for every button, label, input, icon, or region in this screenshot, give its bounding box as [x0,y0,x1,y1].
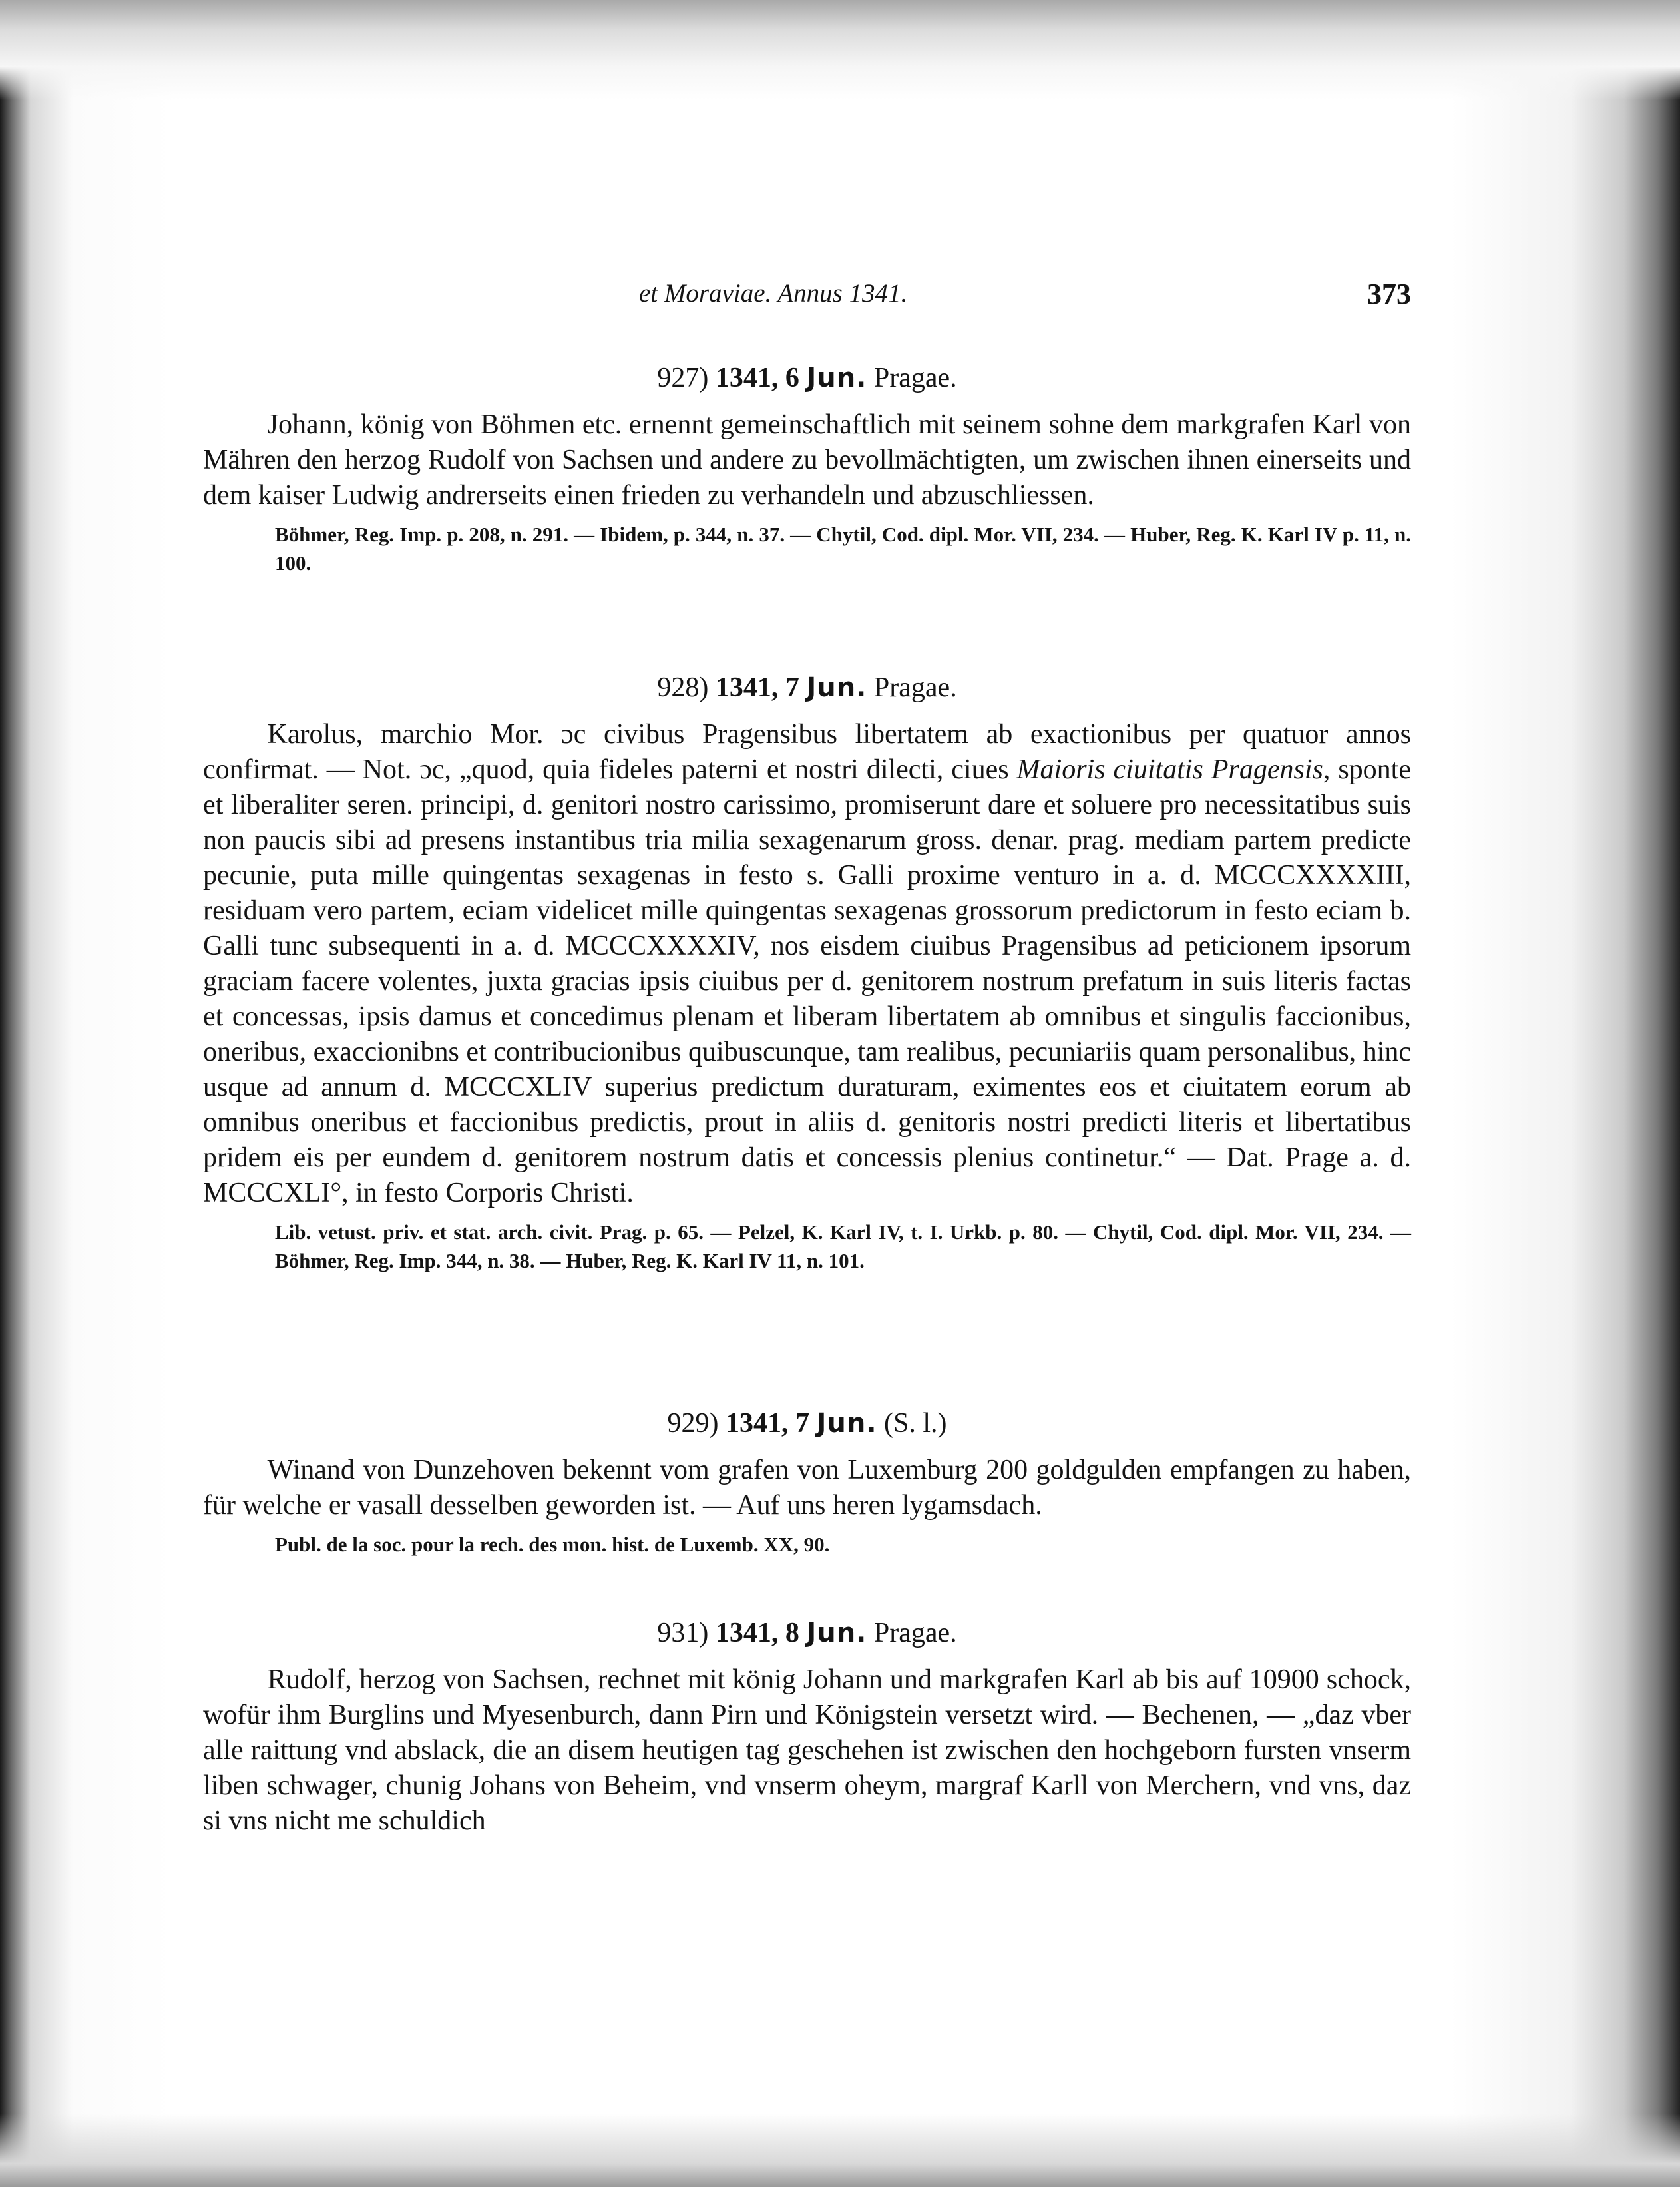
entry-927 [203,360,1411,577]
entry-month: Jun. [806,363,867,393]
entry-date: 1341, 7 [725,1408,809,1439]
entry-place: (S. l.) [884,1408,947,1439]
entry-place: Pragae. [873,363,957,393]
entry-number: 931) [657,1618,709,1648]
scan-top-shadow [0,0,1680,100]
entry-number: 927) [657,363,709,393]
entry-date: 1341, 7 [715,672,799,703]
entry-text-part2: , sponte et liberaliter seren. principi, d. genitori nostro carissimo, promiserunt dare et soluere pro necessitatibus suis non paucis sibi ad presens instantibus tria milia sexagenarum gross. denar. prag. mediam partem predicte pecunie, puta mille quingentas sexagenas in festo s. Galli proxime venturo in a. d. MCCCXXXXIII, residuam vero partem, eciam videlicet mille quingentas sexagenas grossorum predictorum in festo eciam b. Galli tunc subsequenti in a. d. MCCCXXXXIV, nos eisdem ciuibus Pragensibus ad peticionem ipsorum graciam facere volentes, juxta gracias ipsis ciuibus per d. genitorem nostrum prefatum in suis literis factas et concessas, ipsis damus et concedimus plenam et liberam libertatem ab omnibus et singulis faccionibus, oneribus, exaccionibns et contribucionibus quibuscunque, tam realibus, pecuniariis quam personalibus, hinc usque ad annum d. MCCCXLIV superius predictum duraturam, eximentes eos et ciuitatem eorum ab omnibus oneribus et faccionibus predictis, prout in aliis d. genitoris nostri predicti literis et libertatibus pridem eis per eundem d. genitorem nostrum datis et concessis plenius continetur.“ — Dat. Prage a. d. MCCCXLI°, in festo Corporis Christi. [203,754,1411,1208]
entry-929 [203,1405,1411,1559]
entry-source: Publ. de la soc. pour la rech. des mon. hist. de Luxemb. XX, 90. [275,1533,830,1556]
entry-place: Pragae. [873,1618,957,1648]
entry-heading [203,1405,1411,1442]
entry-source: Böhmer, Reg. Imp. p. 208, n. 291. — Ibidem, p. 344, n. 37. — Chytil, Cod. dipl. Mor. VII, 234. — Huber, Reg. K. Karl IV p. 11, n. 100. [275,523,1411,575]
entry-source: Lib. vetust. priv. et stat. arch. civit. Prag. p. 65. — Pelzel, K. Karl IV, t. I. Urkb. p. 80. — Chytil, Cod. dipl. Mor. VII, 234. — Böhmer, Reg. Imp. 344, n. 38. — Huber, Reg. K. Karl IV 11, n. 101. [275,1220,1411,1272]
entry-text: Winand von Dunzehoven bekennt vom grafen von Luxemburg 200 goldgulden empfangen zu haben, für welche er vasall desselben geworden ist. — Auf uns heren lygamsdach. [203,1455,1411,1521]
entry-date: 1341, 6 [715,363,799,393]
running-title: et Moraviae. Annus 1341. [639,279,908,308]
entry-month: Jun. [806,672,867,703]
entry-month: Jun. [806,1618,867,1648]
entry-928 [203,669,1411,1275]
entry-text-italic: Maioris ciuitatis Pragensis [1016,754,1323,785]
entry-text: Johann, könig von Böhmen etc. ernennt gemeinschaftlich mit seinem sohne dem markgrafen Karl von Mähren den herzog Rudolf von Sachsen und andere zu bevollmächtigten, um zwischen ihnen einerseits und dem kaiser Ludwig andrerseits einen frieden zu verhandeln und abzuschliessen. [203,409,1411,511]
entry-number: 929) [667,1408,719,1439]
entry-month: Jun. [816,1408,877,1439]
entry-heading [203,360,1411,397]
entry-date: 1341, 8 [715,1618,799,1648]
entry-heading [203,1614,1411,1652]
scan-bottom-shadow [0,2114,1680,2187]
entry-text [203,717,1411,1211]
entry-931 [203,1614,1411,1839]
page-number: 373 [1367,278,1411,310]
entry-text-part1: Karolus, marchio Mor. ɔc civibus Pragensibus libertatem ab exactionibus per quatuor annos confirmat. — Not. ɔc, „quod, quia fideles paterni et nostri dilecti, ciues [203,719,1411,785]
entry-number: 928) [657,672,709,703]
entry-place: Pragae. [873,672,957,703]
entry-heading [203,669,1411,706]
running-head [203,278,1411,318]
entry-text: Rudolf, herzog von Sachsen, rechnet mit könig Johann und markgrafen Karl ab bis auf 10900 schock, wofür ihm Burglins und Myesenburch, dann Pirn und Königstein versetzt wird. — Bechenen, — „daz vber alle raittung vnd abslack, die an disem heutigen tag geschehen ist zwischen den hochgeborn fursten vnserm liben schwager, chunig Johans von Beheim, vnd vnserm oheym, margraf Karll von Merchern, vnd vns, daz si vns nicht me schuldich [203,1664,1411,1836]
